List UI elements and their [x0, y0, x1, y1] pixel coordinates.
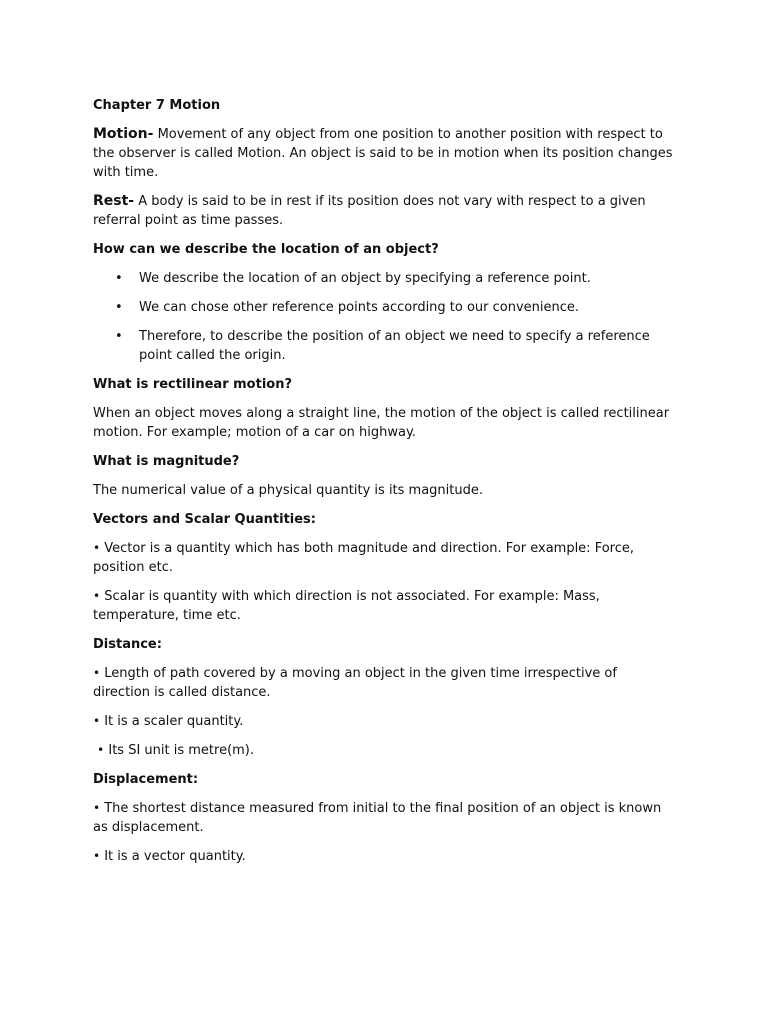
- list-item: [93, 664, 678, 702]
- motion-term: Motion-: [93, 126, 154, 142]
- displacement-vector-note: It is a vector quantity.: [104, 849, 246, 864]
- distance-heading: Distance:: [93, 637, 162, 652]
- chapter-title: Chapter 7 Motion: [93, 98, 221, 113]
- displacement-definition: The shortest distance measured from initial to the final position of an object is known as displacement.: [93, 801, 662, 835]
- list-item: [93, 712, 678, 731]
- bullet-icon: •: [97, 743, 105, 757]
- document-body: [93, 96, 678, 876]
- rectilinear-text: When an object moves along a straight line, the motion of the object is called rectilinear motion. For example; motion of a car on highway.: [93, 406, 670, 440]
- motion-text: Movement of any object from one position to another position with respect to the observer is called Motion. An object is said to be in motion when its position changes with time.: [93, 127, 673, 180]
- bullet-icon: •: [93, 849, 101, 863]
- list-item: [93, 799, 678, 837]
- bullet-icon: •: [115, 329, 123, 344]
- list-item: [93, 741, 678, 760]
- list-item: [93, 587, 678, 625]
- bullet-icon: •: [93, 666, 101, 680]
- bullet-text: We can chose other reference points according to our convenience.: [139, 300, 580, 315]
- list-item: [93, 847, 678, 866]
- bullet-icon: •: [115, 271, 123, 286]
- list-item: [93, 327, 678, 365]
- list-item: [93, 298, 678, 317]
- list-item: [93, 539, 678, 577]
- vectors-heading: Vectors and Scalar Quantities:: [93, 512, 316, 527]
- distance-scalar-note: It is a scaler quantity.: [104, 714, 244, 729]
- rest-definition: [93, 192, 678, 230]
- rectilinear-heading: What is rectilinear motion?: [93, 377, 292, 392]
- distance-definition: Length of path covered by a moving an object in the given time irrespective of direction is called distance.: [93, 666, 617, 700]
- motion-definition: [93, 125, 678, 182]
- vector-definition: Vector is a quantity which has both magnitude and direction. For example: Force, position etc.: [93, 541, 635, 575]
- bullet-icon: •: [93, 801, 101, 815]
- scalar-definition: Scalar is quantity with which direction is not associated. For example: Mass, temperature, time etc.: [93, 589, 600, 623]
- bullet-icon: •: [93, 541, 101, 555]
- rest-text: A body is said to be in rest if its position does not vary with respect to a given referral point as time passes.: [93, 194, 646, 228]
- bullet-icon: •: [93, 589, 101, 603]
- bullet-icon: •: [115, 300, 123, 315]
- list-item: [93, 269, 678, 288]
- distance-si-unit: Its SI unit is metre(m).: [108, 743, 255, 758]
- bullet-text: We describe the location of an object by specifying a reference point.: [139, 271, 591, 286]
- location-heading: How can we describe the location of an object?: [93, 242, 439, 257]
- rest-term: Rest-: [93, 193, 135, 209]
- bullet-text: Therefore, to describe the position of an object we need to specify a reference point called the origin.: [139, 329, 650, 363]
- magnitude-text: The numerical value of a physical quantity is its magnitude.: [93, 483, 484, 498]
- displacement-heading: Displacement:: [93, 772, 199, 787]
- location-bullet-list: [93, 269, 678, 365]
- bullet-icon: •: [93, 714, 101, 728]
- magnitude-heading: What is magnitude?: [93, 454, 240, 469]
